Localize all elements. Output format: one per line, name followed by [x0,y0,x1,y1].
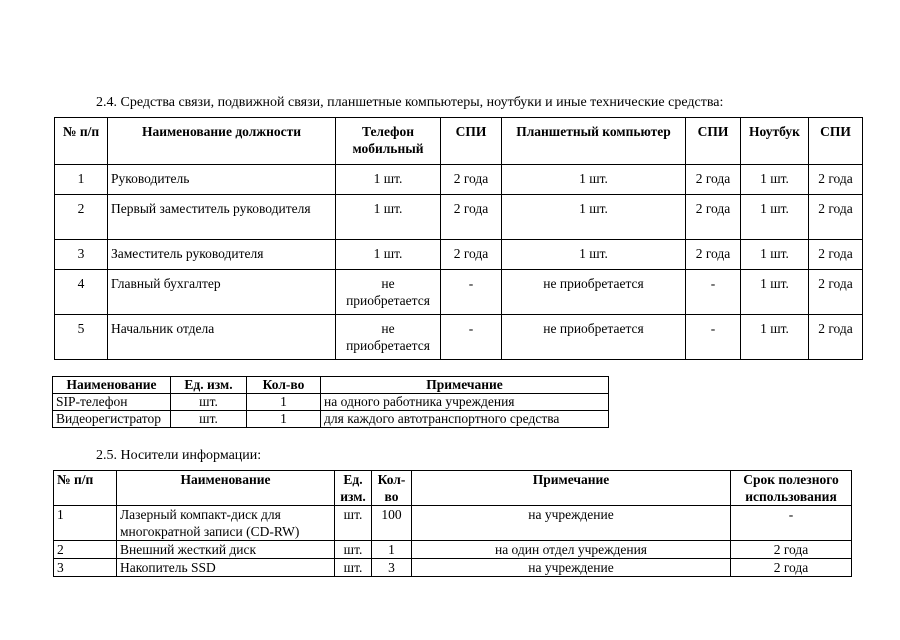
table-row [54,541,852,559]
header-name: Наименование [53,377,171,394]
cell: 1 шт. [336,240,441,270]
equipment-table [52,376,609,428]
header-quantity: Кол-во [372,471,412,506]
cell: SIP-телефон [53,394,171,411]
cell: шт. [335,559,372,577]
cell: Внешний жесткий диск [117,541,335,559]
cell: 2 года [731,541,852,559]
cell: - [441,315,502,360]
cell: не приобретается [502,315,686,360]
cell: Накопитель SSD [117,559,335,577]
cell: - [686,270,741,315]
header-unit: Ед. изм. [171,377,247,394]
table-row [55,165,863,195]
table-row [54,559,852,577]
cell: Заместитель руководителя [108,240,336,270]
cell: 1 шт. [741,195,809,240]
header-number: № п/п [54,471,117,506]
cell: 1 [54,506,117,541]
cell: 1 шт. [741,165,809,195]
cell: не приобретается [336,315,441,360]
header-name: Наименование [117,471,335,506]
cell: 2 года [809,195,863,240]
table-row [53,411,609,428]
header-laptop: Ноутбук [741,118,809,165]
cell: 2 года [809,240,863,270]
communication-devices-table [54,117,863,360]
cell: - [441,270,502,315]
cell: - [686,315,741,360]
cell: 1 [247,411,321,428]
cell: 1 шт. [336,195,441,240]
cell: на учреждение [412,506,731,541]
cell: Видеорегистратор [53,411,171,428]
cell: шт. [171,411,247,428]
cell: 2 года [441,165,502,195]
cell: 3 [54,559,117,577]
section-2-5-heading: 2.5. Носители информации: [96,448,262,463]
header-number: № п/п [55,118,108,165]
cell: 1 шт. [502,195,686,240]
table-row [54,506,852,541]
table-row [55,195,863,240]
header-spi: СПИ [809,118,863,165]
cell: 2 года [441,240,502,270]
section-2-4-heading: 2.4. Средства связи, подвижной связи, планшетные компьютеры, ноутбуки и иные технические средства: [96,95,724,110]
header-spi: СПИ [686,118,741,165]
table-header-row [55,118,863,165]
table-row [55,315,863,360]
cell: 4 [55,270,108,315]
cell: 3 [372,559,412,577]
cell: не приобретается [336,270,441,315]
cell: шт. [335,506,372,541]
header-unit: Ед. изм. [335,471,372,506]
cell: 1 [247,394,321,411]
table-row [55,270,863,315]
cell: 2 года [686,195,741,240]
header-note: Примечание [321,377,609,394]
table-row [53,394,609,411]
cell: на один отдел учреждения [412,541,731,559]
cell: не приобретается [502,270,686,315]
header-quantity: Кол-во [247,377,321,394]
cell: 1 шт. [502,165,686,195]
cell: 2 года [731,559,852,577]
storage-media-table [53,470,852,577]
header-tablet: Планшетный компьютер [502,118,686,165]
header-position: Наименование должности [108,118,336,165]
cell: 5 [55,315,108,360]
header-mobile-phone: Телефон мобильный [336,118,441,165]
cell: Главный бухгалтер [108,270,336,315]
header-note: Примечание [412,471,731,506]
cell: 1 шт. [336,165,441,195]
cell: 1 [55,165,108,195]
cell: 2 [54,541,117,559]
cell: 1 шт. [741,240,809,270]
cell: 1 шт. [502,240,686,270]
table-row [55,240,863,270]
cell: шт. [171,394,247,411]
cell: шт. [335,541,372,559]
cell: на одного работника учреждения [321,394,609,411]
cell: 2 года [809,165,863,195]
cell: на учреждение [412,559,731,577]
cell: 2 года [809,270,863,315]
header-spi: СПИ [441,118,502,165]
cell: Лазерный компакт-диск для многократной записи (CD-RW) [117,506,335,541]
cell: 1 [372,541,412,559]
table-header-row [53,377,609,394]
cell: 3 [55,240,108,270]
table-header-row [54,471,852,506]
cell: - [731,506,852,541]
header-useful-life: Срок полезного использования [731,471,852,506]
cell: 100 [372,506,412,541]
cell: 2 года [809,315,863,360]
cell: 1 шт. [741,270,809,315]
cell: 2 года [686,165,741,195]
cell: Руководитель [108,165,336,195]
cell: для каждого автотранспортного средства [321,411,609,428]
cell: 1 шт. [741,315,809,360]
cell: Начальник отдела [108,315,336,360]
cell: 2 [55,195,108,240]
cell: Первый заместитель руководителя [108,195,336,240]
cell: 2 года [441,195,502,240]
cell: 2 года [686,240,741,270]
